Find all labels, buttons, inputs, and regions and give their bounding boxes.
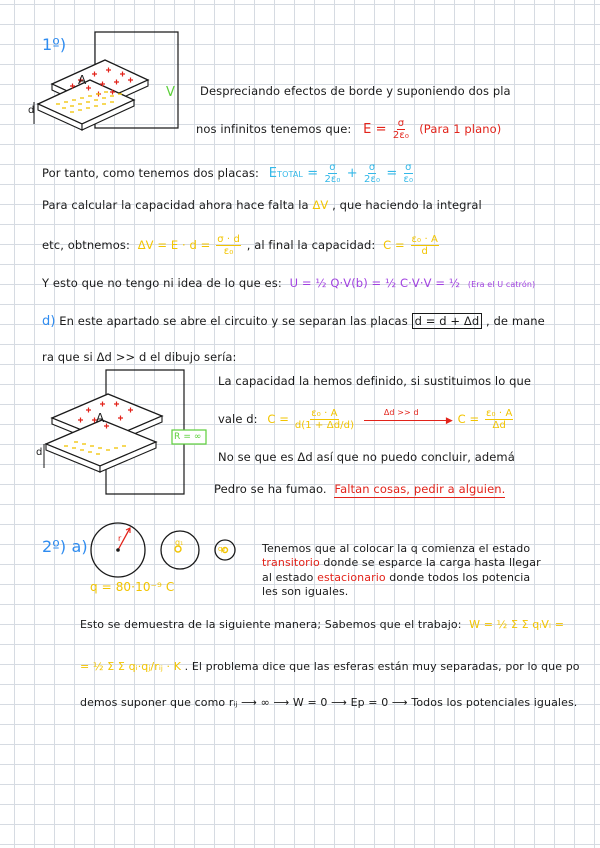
equation-work-expanded: = ½ Σ Σ qᵢ·qⱼ/rᵢⱼ · K: [80, 660, 182, 673]
equation-field-total: ETOTAL = $\frac{\sigma}{\text{2ε₀}}$ + $\frac{\sigma}{\text{2ε₀}}$ = $\frac{\sigma}{\text{ε₀}}$: [268, 162, 414, 185]
p1-line11: No se que es Δd así que no puedo concluir, ademá: [218, 450, 515, 464]
p1-line8: ra que si Δd >> d el dibujo sería:: [42, 350, 237, 364]
equation-delta-v: ΔV = E · d = $\frac{\sigma \cdot d}{\text{ε₀}}$: [137, 234, 240, 257]
equation-work: W = ½ Σ Σ qᵢVᵢ =: [469, 618, 565, 631]
equation-capacity-separated: C = $\frac{\text{ε₀ · A}}{d(1 + \Delta d/d)}$: [267, 408, 355, 431]
sphere-label-q2: q₂: [218, 545, 226, 553]
p1-line12: Pedro se ha fumao. Faltan cosas, pedir a alguien.: [214, 482, 506, 496]
p2-para1-line4: les son iguales.: [262, 585, 349, 598]
p2-para2-line2: = ½ Σ Σ qᵢ·qⱼ/rᵢⱼ · K . El problema dice que las esferas están muy separadas, por lo que po: [80, 660, 580, 673]
p1-line2: nos infinitos tenemos que: E = $\frac{\sigma}{\text{2ε₀}}$ (Para 1 plano): [196, 118, 502, 141]
p1-line6: Y esto que no tengo ni idea de lo que es: U = ½ Q·V(b) = ½ C·V·V = ½ (Era el U catrón): [42, 276, 536, 290]
equation-field-single-plate: E = $\frac{\sigma}{\text{2ε₀}}$: [363, 118, 409, 141]
fig1-label-d: d: [28, 105, 35, 116]
fig2-label-resistance: R = ∞: [174, 432, 202, 442]
equation-capacity-limit: C = $\frac{\text{ε₀ · A}}{\Delta d}$: [457, 408, 513, 431]
sphere-label-q1: q₁: [175, 538, 184, 547]
p1-line9: La capacidad la hemos definido, si sustituimos lo que: [218, 374, 532, 388]
p2-para1-line2: transitorio donde se esparce la carga hasta llegar: [262, 556, 541, 569]
limit-arrow: Δd >> d ▶: [364, 418, 450, 421]
p1-line1: Despreciando efectos de borde y suponiendo dos pla: [200, 84, 511, 98]
p1-line7: d) En este apartado se abre el circuito y se separan las placas d = d + Δd , de mane: [42, 314, 545, 329]
p1-line4: Para calcular la capacidad ahora hace falta la ΔV , que haciendo la integral: [42, 198, 482, 212]
boxed-equation-d: d = d + Δd: [412, 313, 483, 329]
problem-2-number: 2º) a): [42, 537, 88, 556]
p1-line10: vale d: C = $\frac{\text{ε₀ · A}}{d(1 + \Delta d/d)}$ Δd >> d ▶ C = $\frac{\text{ε₀ · A}}{\Delta d}$: [218, 408, 515, 431]
p2-para1-line1: Tenemos que al colocar la q comienza el estado: [262, 542, 531, 555]
problem-1-number: 1º): [42, 35, 67, 54]
charge-value: q = 80·10⁻⁹ C: [90, 580, 175, 594]
p2-para1-line3: al estado estacionario donde todos los potencia: [262, 571, 531, 584]
p1-line5: etc, obtnemos: ΔV = E · d = $\frac{\sigma \cdot d}{\text{ε₀}}$ , al final la capacidad: C = $\frac{\text{ε₀ · A}}{d}$: [42, 234, 441, 257]
fig1-label-v: V: [166, 85, 175, 100]
p1-line3: Por tanto, como tenemos dos placas: ETOTAL = $\frac{\sigma}{\text{2ε₀}}$ + $\frac{\sigma}{\text{2ε₀}}$ = $\frac{\sigma}{\text{ε₀}}$: [42, 162, 414, 185]
p2-para2-line3: demos suponer que como rᵢⱼ ⟶ ∞ ⟶ W = 0 ⟶ Ep = 0 ⟶ Todos los potenciales iguales.: [80, 696, 578, 709]
svg-text:A: A: [78, 73, 87, 87]
equation-energy: U = ½ Q·V(b) = ½ C·V·V = ½: [289, 276, 461, 290]
part-d-label: d): [42, 314, 56, 329]
spheres-figure: [90, 522, 250, 582]
equation-capacity: C = $\frac{\text{ε₀ · A}}{d}$: [383, 234, 438, 257]
p2-para2-line1: Esto se demuestra de la siguiente manera; Sabemos que el trabajo: W = ½ Σ Σ qᵢVᵢ =: [80, 618, 565, 631]
svg-text:A: A: [96, 411, 105, 425]
fig2-label-d: d: [36, 447, 43, 458]
sphere-label-r: r: [118, 534, 122, 543]
